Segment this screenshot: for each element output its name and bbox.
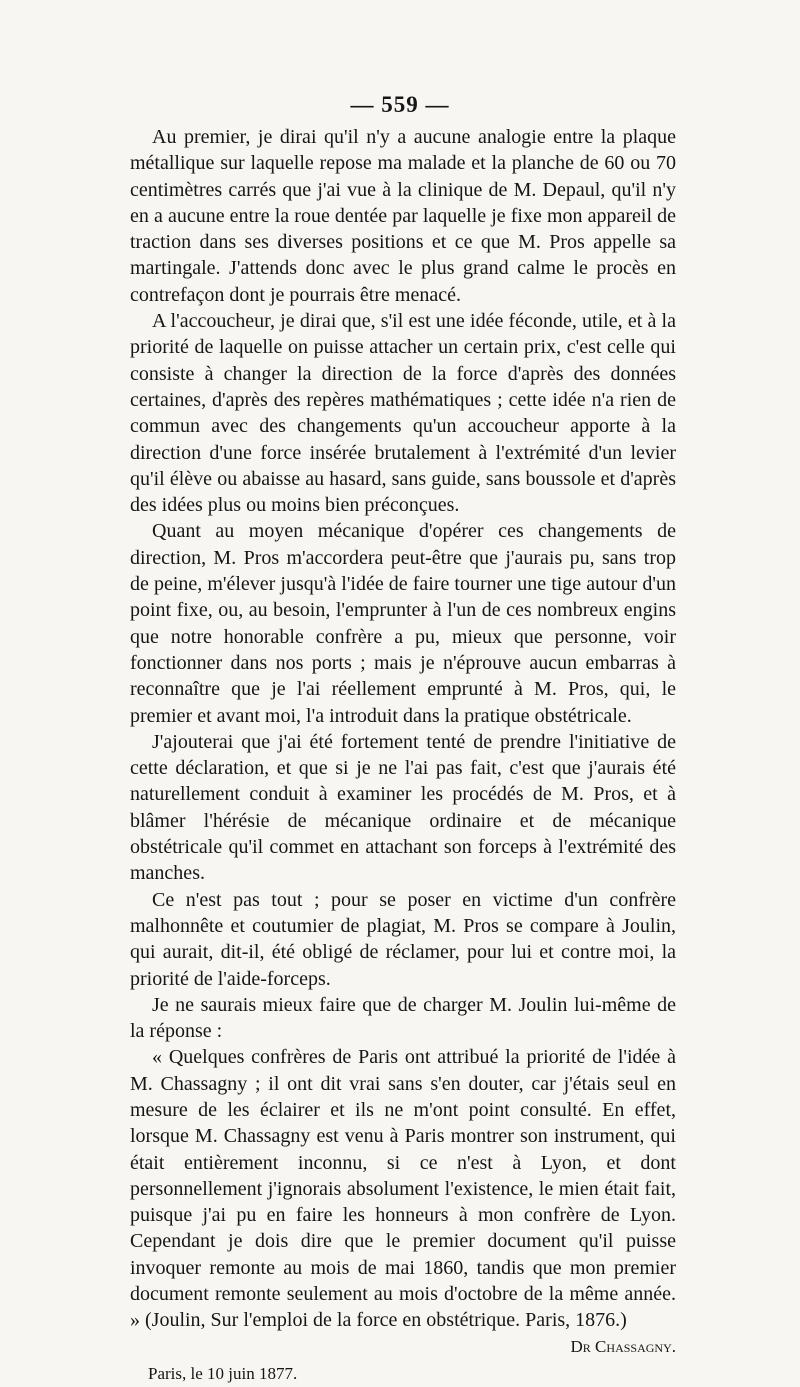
paragraph: Au premier, je dirai qu'il n'y a aucune analogie entre la plaque métallique sur laquelle repose ma malade et la planche de 60 ou 70 centimètres carrés que j'ai vue à la clinique de M. Depaul, qu'il n'y en a aucune entre la roue dentée par laquelle je fixe mon appareil de traction dans ses diverses positions et ce que M. Pros appelle sa martingale. J'attends donc avec le plus grand calme le procès en contrefaçon dont je pourrais être menacé. bbox=[130, 126, 676, 306]
place-date-line bbox=[130, 1361, 676, 1387]
signature: Dr Chassagny. bbox=[570, 1336, 676, 1356]
paragraph: J'ajouterai que j'ai été fortement tenté de prendre l'initiative de cette déclaration, et que si je ne l'ai pas fait, c'est que j'aurais été naturellement conduit à examiner les procédés de M. Pros, et à blâmer l'hérésie de mécanique ordinaire et de mécanique obstétricale qu'il commet en attachant son forceps à l'extrémité des manches. bbox=[130, 730, 676, 885]
paragraph: « Quelques confrères de Paris ont attribué la priorité de l'idée à M. Chassagny ; il ont dit vrai sans s'en douter, car j'étais seul en mesure de les éclairer et ils ne m'ont point consulté. En effet, lorsque M. Chassagny est venu à Paris montrer son instrument, qui était entièrement inconnu, si ce n'est à Lyon, et dont personnellement j'ignorais absolument l'existence, le mien était fait, puisque j'ai pu en faire les honneurs à mon confrère de Lyon. Cependant je dois dire que le premier document qu'il puisse invoquer remonte au mois de mai 1860, tandis que mon premier document remonte seulement au mois d'octobre de la même année. » (Joulin, Sur l'emploi de la force en obstétrique. Paris, 1876.) bbox=[130, 1046, 676, 1332]
paragraph: Je ne saurais mieux faire que de charger M. Joulin lui-même de la réponse : bbox=[130, 993, 676, 1043]
paragraph: Quant au moyen mécanique d'opérer ces changements de direction, M. Pros m'accordera peut-être que j'aurais pu, sans trop de peine, m'élever jusqu'à l'idée de faire tourner une tige autour d'un point fixe, ou, au besoin, l'emprunter à l'un de ces nombreux engins que notre honorable confrère a pu, mieux que personne, voir fonctionner dans nos ports ; mais je n'éprouve aucun embarras à reconnaître que je l'ai réellement emprunté à M. Pros, qui, le premier et avant moi, l'a introduit dans la pratique obstétricale. bbox=[130, 520, 676, 727]
page-number: — 559 — bbox=[350, 92, 450, 117]
body-text bbox=[130, 124, 676, 1387]
paragraph: A l'accoucheur, je dirai que, s'il est une idée féconde, utile, et à la priorité de laquelle on puisse attacher un certain prix, c'est celle qui consiste à changer la direction de la force d'après des données certaines, d'après des repères mathématiques ; cette idée n'a rien de commun avec des changements qu'un accoucheur apporte à la direction d'une force insérée brutalement à l'extrémité d'un levier qu'il élève ou abaisse au hasard, sans guide, sans boussole et d'après des idées plus ou moins bien préconçues. bbox=[130, 310, 676, 517]
signature-line bbox=[130, 1334, 676, 1361]
paragraph: Ce n'est pas tout ; pour se poser en victime d'un confrère malhonnête et coutumier de plagiat, M. Pros se compare à Joulin, qui aurait, dit-il, été obligé de réclamer, pour lui et contre moi, la priorité de l'aide-forceps. bbox=[130, 888, 676, 990]
place-date: Paris, le 10 juin 1877. bbox=[148, 1363, 298, 1383]
